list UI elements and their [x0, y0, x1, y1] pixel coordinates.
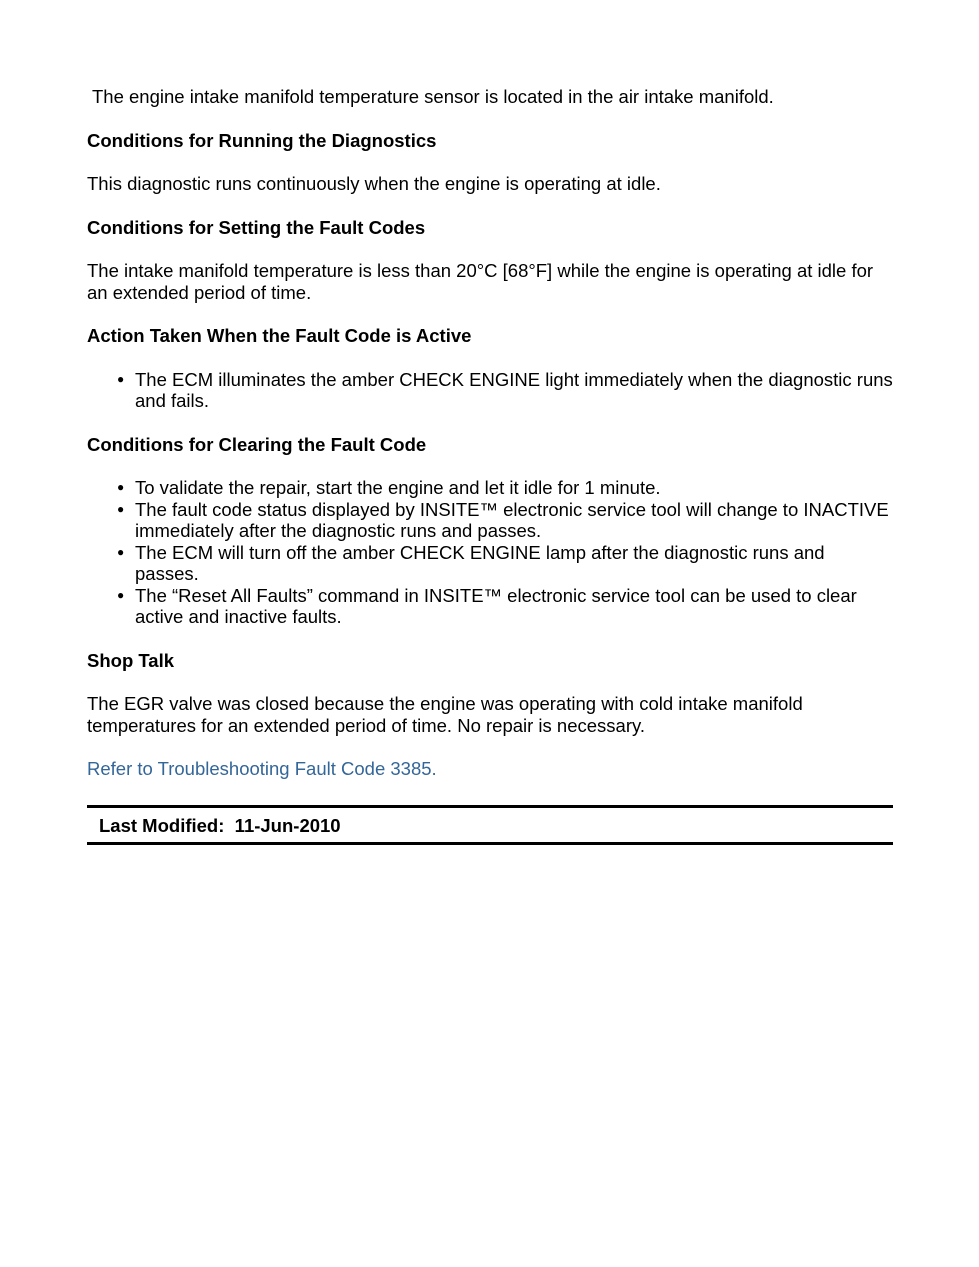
clearing-fault-code-list — [87, 477, 893, 628]
heading-clearing-fault-code: Conditions for Clearing the Fault Code — [87, 433, 427, 455]
list-item-text: The ECM will turn off the amber CHECK ENGINE lamp after the diagnostic runs and passes. — [135, 541, 825, 584]
action-taken-list — [87, 369, 893, 412]
last-modified-date: 11-Jun-2010 — [234, 815, 341, 836]
bullet-icon: ● — [117, 371, 125, 386]
bullet-icon: ● — [117, 587, 125, 602]
intro-paragraph: The engine intake manifold temperature sensor is located in the air intake manifold. — [92, 86, 774, 107]
list-item — [117, 498, 893, 542]
list-item-text: The ECM illuminates the amber CHECK ENGINE light immediately when the diagnostic runs and fails. — [135, 368, 893, 411]
heading-running-diagnostics: Conditions for Running the Diagnostics — [87, 129, 437, 151]
document-body — [87, 86, 893, 802]
list-item-text: The fault code status displayed by INSITE™ electronic service tool will change to INACTIVE immediately after the diagnostic runs and passes. — [135, 498, 889, 541]
list-item — [117, 584, 893, 628]
bullet-icon: ● — [117, 501, 125, 516]
bullet-icon: ● — [117, 480, 125, 494]
setting-fault-codes-text: The intake manifold temperature is less than 20°C [68°F] while the engine is operating at idle for an extended period of time. — [87, 260, 874, 303]
running-diagnostics-text: This diagnostic runs continuously when the engine is operating at idle. — [87, 173, 661, 194]
last-modified — [99, 815, 341, 837]
heading-setting-fault-codes: Conditions for Setting the Fault Codes — [87, 216, 426, 238]
list-item-text: To validate the repair, start the engine and let it idle for 1 minute. — [135, 477, 661, 498]
list-item — [117, 541, 893, 585]
heading-shop-talk: Shop Talk — [87, 649, 175, 671]
troubleshooting-link[interactable]: Refer to Troubleshooting Fault Code 3385. — [87, 758, 437, 779]
list-item-text: The “Reset All Faults” command in INSITE™ electronic service tool can be used to clear active and inactive faults. — [135, 584, 857, 627]
footer-bar — [87, 805, 893, 845]
bullet-icon: ● — [117, 544, 125, 559]
list-item — [117, 477, 893, 499]
heading-action-taken: Action Taken When the Fault Code is Active — [87, 325, 472, 346]
list-item — [117, 368, 893, 412]
last-modified-label: Last Modified: — [99, 815, 225, 836]
shop-talk-text: The EGR valve was closed because the engine was operating with cold intake manifold temperatures for an extended period of time. No repair is necessary. — [87, 693, 803, 736]
